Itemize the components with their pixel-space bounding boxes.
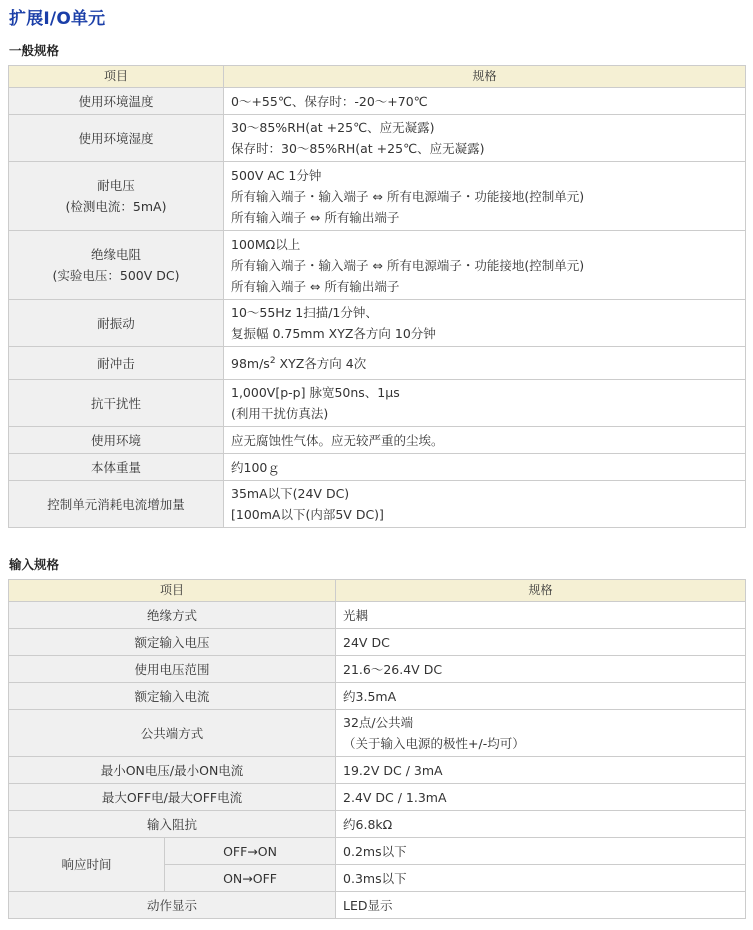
- table-row: [9, 162, 746, 231]
- header-spec: 规格: [336, 580, 746, 602]
- general-spec-title: 一般规格: [9, 43, 60, 58]
- value-line: 所有输入端子 ⇔ 所有输出端子: [231, 209, 400, 225]
- value-line: 35mA以下(24V DC): [231, 486, 350, 501]
- header-item: 项目: [9, 66, 224, 88]
- row-value: [224, 231, 746, 300]
- row-label: [9, 231, 224, 300]
- table-row: [9, 115, 746, 162]
- row-label: 绝缘方式: [9, 602, 336, 629]
- row-label: [9, 347, 224, 380]
- row-value: [224, 481, 746, 528]
- value-line: 10～55Hz 1扫描/1分钟、: [231, 305, 378, 320]
- value-post: XYZ各方向 4次: [275, 355, 367, 371]
- value-superscript: 2: [269, 355, 276, 366]
- label-line: 控制单元消耗电流增加量: [47, 496, 185, 512]
- row-value: 24V DC: [336, 629, 746, 656]
- row-value: LED显示: [336, 892, 746, 919]
- row-label: [9, 454, 224, 481]
- table-row: [9, 683, 746, 710]
- table-header-row: [9, 66, 746, 88]
- row-label: 额定输入电压: [9, 629, 336, 656]
- value-line: 1,000V[p-p] 脉宽50ns、1μs: [231, 385, 400, 400]
- header-spec: 规格: [224, 66, 746, 88]
- row-value: 约6.8kΩ: [336, 811, 746, 838]
- label-line: 使用环境湿度: [78, 130, 154, 146]
- row-label: 最大OFF电/最大OFF电流: [9, 784, 336, 811]
- value-line: 32点/公共端: [343, 715, 414, 730]
- page-title: 扩展I/O单元: [9, 9, 106, 29]
- table-row: [9, 757, 746, 784]
- table-row: [9, 892, 746, 919]
- header-item: 项目: [9, 580, 336, 602]
- value-line: 约100ｇ: [231, 459, 280, 475]
- value-line: 保存时：30～85%RH(at +25℃、应无凝露): [231, 141, 485, 156]
- table-row: [9, 602, 746, 629]
- value-line: 0～+55℃、保存时：-20～+70℃: [231, 93, 428, 109]
- row-label: [9, 162, 224, 231]
- row-value: 光耦: [336, 602, 746, 629]
- table-row: [9, 231, 746, 300]
- value-line: 100MΩ以上: [231, 236, 301, 252]
- table-row: [9, 656, 746, 683]
- row-label: [9, 88, 224, 115]
- table-row: [9, 710, 746, 757]
- value-line: 复振幅 0.75mm XYZ各方向 10分钟: [231, 326, 436, 341]
- row-value: [224, 427, 746, 454]
- row-value: [224, 162, 746, 231]
- table-row: [9, 629, 746, 656]
- value-line: 30～85%RH(at +25℃、应无凝露): [231, 120, 435, 135]
- row-label: 公共端方式: [9, 710, 336, 757]
- value-line: 应无腐蚀性气体。应无较严重的尘埃。: [231, 432, 444, 448]
- value-line: [100mA以下(内部5V DC)]: [231, 507, 384, 522]
- row-value: [224, 115, 746, 162]
- label-line: (检测电流：5mA): [65, 199, 167, 214]
- row-label: [9, 380, 224, 427]
- label-line: 耐冲击: [97, 355, 135, 371]
- row-value: 0.3ms以下: [336, 865, 746, 892]
- table-row: [9, 811, 746, 838]
- input-spec-table: [8, 579, 746, 919]
- table-row: [9, 784, 746, 811]
- value-line: 所有输入端子・输入端子 ⇔ 所有电源端子・功能接地(控制单元): [231, 188, 585, 204]
- label-line: (实验电压：500V DC): [52, 268, 180, 283]
- row-label: [9, 115, 224, 162]
- row-label: [9, 481, 224, 528]
- input-spec-title: 输入规格: [9, 557, 60, 572]
- row-value: [224, 380, 746, 427]
- table-header-row: [9, 580, 746, 602]
- table-row: [9, 347, 746, 380]
- general-spec-table: [8, 65, 746, 528]
- table-row: [9, 838, 746, 865]
- response-time-label: 响应时间: [9, 838, 165, 892]
- label-line: 抗干扰性: [90, 395, 141, 411]
- value-line: (利用干扰仿真法): [231, 406, 329, 421]
- row-label: 使用电压范围: [9, 656, 336, 683]
- value-pre: 98m/s: [231, 355, 270, 371]
- label-line: 使用环境温度: [78, 93, 154, 109]
- table-row: [9, 427, 746, 454]
- label-line: 耐电压: [97, 178, 135, 193]
- row-label: 额定输入电流: [9, 683, 336, 710]
- response-sub-label: ON→OFF: [165, 865, 336, 892]
- row-value: [224, 88, 746, 115]
- row-value: 2.4V DC / 1.3mA: [336, 784, 746, 811]
- row-value: [224, 454, 746, 481]
- row-label: [9, 300, 224, 347]
- row-label: [9, 427, 224, 454]
- value-line: （关于输入电源的极性+/-均可）: [343, 736, 525, 751]
- table-row: [9, 454, 746, 481]
- row-label: 最小ON电压/最小ON电流: [9, 757, 336, 784]
- value-line: 500V AC 1分钟: [231, 167, 322, 183]
- row-value: 21.6～26.4V DC: [336, 656, 746, 683]
- table-row: [9, 300, 746, 347]
- response-sub-label: OFF→ON: [165, 838, 336, 865]
- label-line: 本体重量: [90, 459, 141, 475]
- row-label: 动作显示: [9, 892, 336, 919]
- row-value: [336, 710, 746, 757]
- table-row: [9, 380, 746, 427]
- label-line: 使用环境: [90, 432, 141, 448]
- table-row: [9, 88, 746, 115]
- row-value: [224, 300, 746, 347]
- row-value: 约3.5mA: [336, 683, 746, 710]
- row-value: 0.2ms以下: [336, 838, 746, 865]
- row-value: 19.2V DC / 3mA: [336, 757, 746, 784]
- row-label: 输入阻抗: [9, 811, 336, 838]
- value-line: 所有输入端子 ⇔ 所有输出端子: [231, 278, 400, 294]
- table-row: [9, 481, 746, 528]
- value-line: 所有输入端子・输入端子 ⇔ 所有电源端子・功能接地(控制单元): [231, 257, 585, 273]
- label-line: 耐振动: [97, 315, 135, 331]
- row-value: [224, 347, 746, 380]
- label-line: 绝缘电阻: [90, 247, 141, 262]
